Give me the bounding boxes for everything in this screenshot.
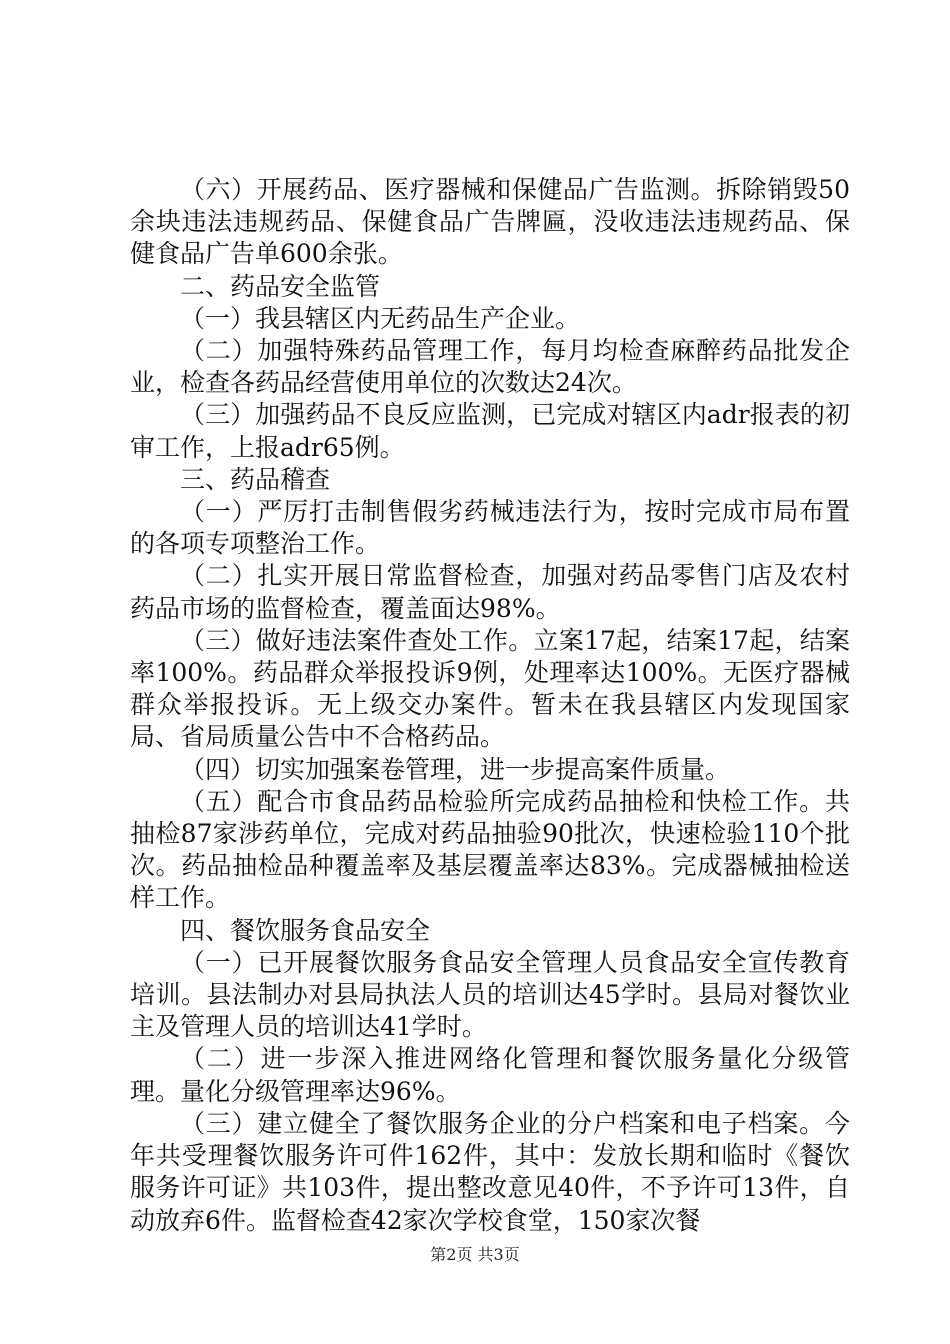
paragraph-training: （一）已开展餐饮服务食品安全管理人员食品安全宣传教育培训。县法制办对县局执法人员的培训达45学时。县局对餐饮业主及管理人员的培训达41学时。 [130,947,850,1042]
page-footer: 第2页 共3页 [430,1245,520,1264]
paragraph-adr-monitoring: （三）加强药品不良反应监测，已完成对辖区内adr报表的初审工作，上报adr65例。 [130,400,850,462]
document-body [130,174,850,1237]
paragraph-case-handling: （三）做好违法案件查处工作。立案17起，结案17起，结案率100%。药品群众举报投诉9例，处理率达100%。无医疗器械群众举报投诉。无上级交办案件。暂未在我县辖区内发现国家局、省局质量公告中不合格药品。 [130,625,850,752]
paragraph-daily-supervision: （二）扎实开展日常监督检查，加强对药品零售门店及农村药品市场的监督检查，覆盖面达98%。 [130,561,850,623]
section-heading-drug-inspection: 三、药品稽查 [180,464,331,494]
paragraph-case-files: （四）切实加强案卷管理，进一步提高案件质量。 [180,754,731,784]
paragraph-archives-licensing: （三）建立健全了餐饮服务企业的分户档案和电子档案。今年共受理餐饮服务许可件162件，其中：发放长期和临时《餐饮服务许可证》共103件，提出整改意见40件，不予许可13件，自动放弃6件。监督检查42家次学校食堂，150家次餐 [130,1108,850,1235]
section-heading-catering-safety: 四、餐饮服务食品安全 [180,915,431,945]
paragraph-ad-monitoring: （六）开展药品、医疗器械和保健品广告监测。拆除销毁50余块违法违规药品、保健食品广告牌匾，没收违法违规药品、保健食品广告单600余张。 [130,175,850,269]
paragraph-crackdown: （一）严厉打击制售假劣药械违法行为，按时完成市局布置的各项专项整治工作。 [130,497,850,559]
section-heading-drug-safety: 二、药品安全监管 [180,271,381,301]
paragraph-no-manufacturers: （一）我县辖区内无药品生产企业。 [180,303,581,333]
paragraph-sampling: （五）配合市食品药品检验所完成药品抽检和快检工作。共抽检87家涉药单位，完成对药品抽验90批次，快速检验110个批次。药品抽检品种覆盖率及基层覆盖率达83%。完成器械抽检送样工作。 [130,786,850,913]
paragraph-grid-management: （二）进一步深入推进网络化管理和餐饮服务量化分级管理。量化分级管理率达96%。 [130,1044,850,1106]
paragraph-special-drugs: （二）加强特殊药品管理工作，每月均检查麻醉药品批发企业，检查各药品经营使用单位的次数达24次。 [130,336,850,398]
